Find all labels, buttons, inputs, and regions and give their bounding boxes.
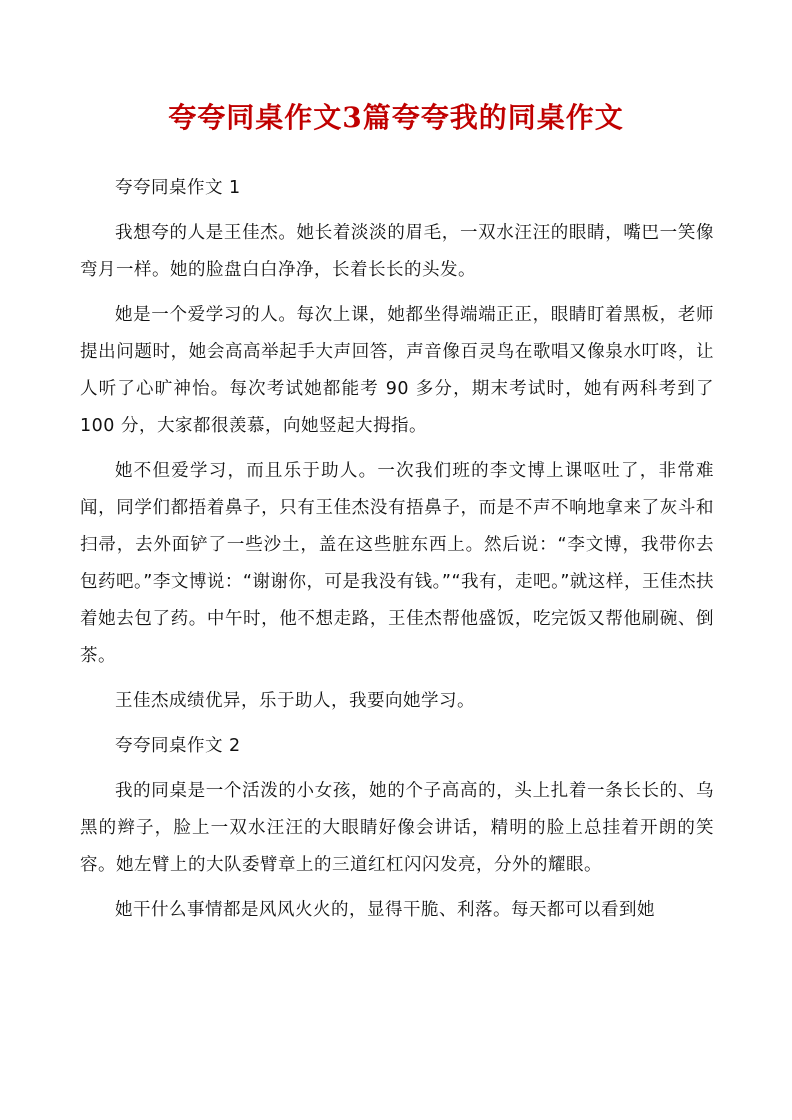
paragraph: 她干什么事情都是风风火火的，显得干脆、利落。每天都可以看到她: [115, 900, 655, 920]
section-heading: 夸夸同桌作文 2: [115, 736, 241, 756]
paragraph: 王佳杰成绩优异，乐于助人，我要向她学习。: [115, 691, 475, 711]
paragraph: 她是一个爱学习的人。每次上课，她都坐得端端正正，眼睛盯着黑板，老师提出问题时，她会高高举起手大声回答，声音像百灵鸟在歌唱又像泉水叮咚，让人听了心旷神怡。每次考试她都能考 90 多分，期末考试时，她有两科考到了 100 分，大家都很羡慕，向她竖起大拇指。: [80, 305, 714, 436]
paragraph: 我的同桌是一个活泼的小女孩，她的个子高高的，头上扎着一条长长的、乌黑的辫子，脸上一双水汪汪的大眼睛好像会讲话，精明的脸上总挂着开朗的笑容。她左臂上的大队委臂章上的三道红杠闪闪发亮，分外的耀眼。: [80, 781, 714, 875]
paragraph: 她不但爱学习，而且乐于助人。一次我们班的李文博上课呕吐了，非常难闻，同学们都捂着鼻子，只有王佳杰没有捂鼻子，而是不声不响地拿来了灰斗和扫帚，去外面铲了一些沙土，盖在这些脏东西上。然后说：“李文博，我带你去包药吧。”李文博说：“谢谢你，可是我没有钱。”“我有，走吧。”就这样，王佳杰扶着她去包了药。中午时，他不想走路，王佳杰帮他盛饭，吃完饭又帮他刷碗、倒茶。: [80, 461, 714, 666]
paragraph: 我想夸的人是王佳杰。她长着淡淡的眉毛，一双水汪汪的眼睛，嘴巴一笑像弯月一样。她的脸盘白白净净，长着长长的头发。: [80, 223, 714, 280]
section-heading: 夸夸同桌作文 1: [115, 178, 241, 198]
document-title: 夸夸同桌作文3篇夸夸我的同桌作文: [168, 101, 624, 134]
document-body: [80, 170, 714, 937]
